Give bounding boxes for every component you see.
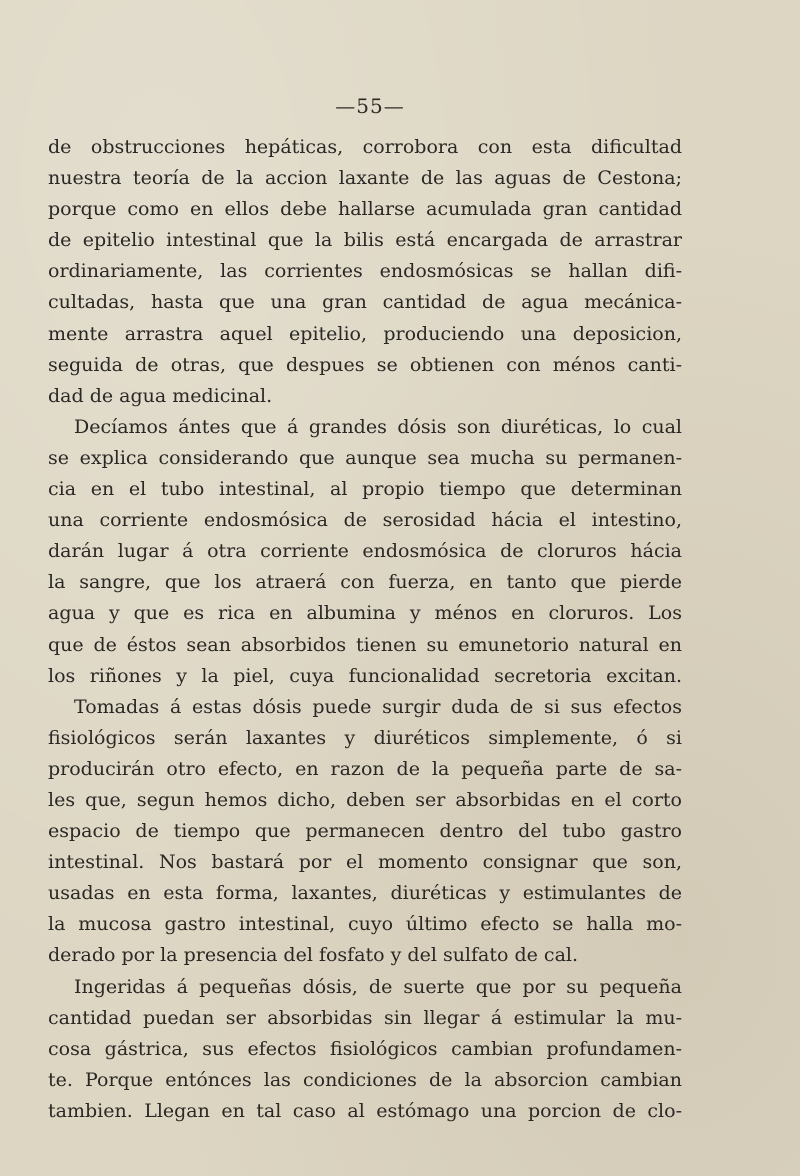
text-line: una corriente endosmósica de serosidad hácia el intestino, [48, 509, 682, 532]
text-line: los riñones y la piel, cuya funcionalidad secretoria excitan. [48, 664, 682, 687]
text-line: darán lugar á otra corriente endosmósica de cloruros hácia [48, 540, 682, 563]
page-number: —55— [335, 94, 405, 118]
text-line: cultadas, hasta que una gran cantidad de agua mecánica- [48, 291, 682, 314]
text-line: de epitelio intestinal que la bilis está encargada de arrastrar [48, 229, 682, 252]
paragraph-start-line: Tomadas á estas dósis puede surgir duda de si sus efectos [74, 695, 682, 718]
body-text [48, 132, 682, 1127]
text-line: les que, segun hemos dicho, deben ser absorbidas en el corto [48, 788, 682, 811]
text-line: dad de agua medicinal. [48, 384, 273, 407]
text-line: mente arrastra aquel epitelio, produciendo una deposicion, [48, 322, 682, 345]
paragraph-start-line: Ingeridas á pequeñas dósis, de suerte que por su pequeña [74, 975, 682, 998]
text-line: la mucosa gastro intestinal, cuyo último efecto se halla mo- [48, 913, 682, 936]
text-line: tambien. Llegan en tal caso al estómago una porcion de clo- [48, 1099, 682, 1122]
text-line: cosa gástrica, sus efectos fisiológicos cambian profundamen- [48, 1037, 682, 1060]
text-line: fisiológicos serán laxantes y diuréticos simplemente, ó si [48, 726, 682, 749]
text-line: nuestra teoría de la accion laxante de las aguas de Cestona; [48, 167, 682, 190]
text-line: la sangre, que los atraerá con fuerza, en tanto que pierde [48, 571, 682, 594]
text-line: espacio de tiempo que permanecen dentro del tubo gastro [48, 820, 682, 843]
text-line: que de éstos sean absorbidos tienen su emunetorio natural en [48, 633, 682, 656]
text-line: se explica considerando que aunque sea mucha su permanen- [48, 446, 682, 469]
text-line: porque como en ellos debe hallarse acumulada gran cantidad [48, 198, 682, 221]
text-line: seguida de otras, que despues se obtienen con ménos canti- [48, 353, 682, 376]
text-line: producirán otro efecto, en razon de la pequeña parte de sa- [48, 757, 682, 780]
text-line: cia en el tubo intestinal, al propio tiempo que determinan [48, 478, 682, 501]
text-line: te. Porque entónces las condiciones de la absorcion cambian [48, 1068, 682, 1091]
text-line: usadas en esta forma, laxantes, diuréticas y estimulantes de [48, 882, 682, 905]
text-line: agua y que es rica en albumina y ménos en cloruros. Los [48, 602, 682, 625]
text-line: de obstrucciones hepáticas, corrobora con esta dificultad [48, 136, 682, 158]
text-line: ordinariamente, las corrientes endosmósicas se hallan difi- [48, 260, 682, 283]
text-line: derado por la presencia del fosfato y del sulfato de cal. [48, 944, 579, 967]
text-line: intestinal. Nos bastará por el momento consignar que son, [48, 851, 682, 874]
paragraph-start-line: Decíamos ántes que á grandes dósis son diuréticas, lo cual [74, 415, 682, 438]
text-line: cantidad puedan ser absorbidas sin llegar á estimular la mu- [48, 1006, 682, 1029]
